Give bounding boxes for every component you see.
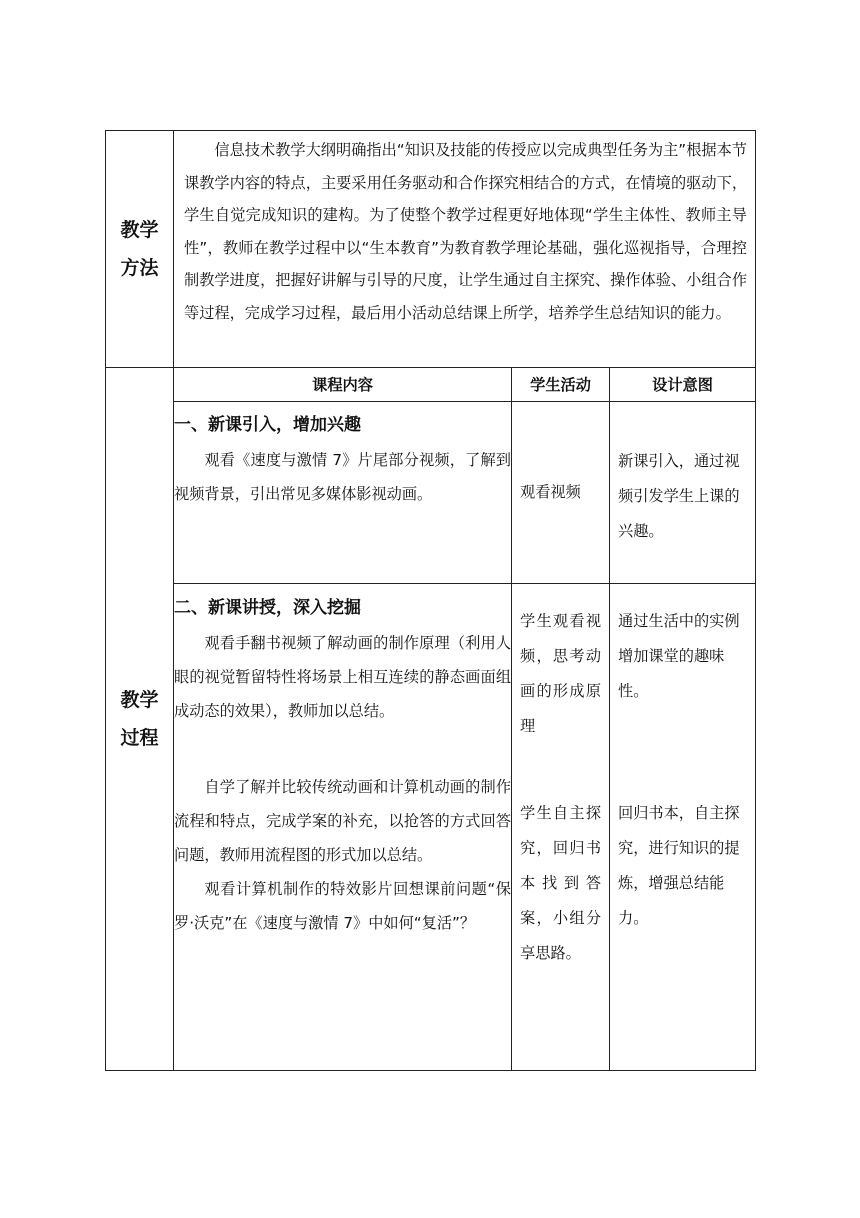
section1-intent: 新课引入，通过视频引发学生上课的兴趣。 xyxy=(618,452,740,540)
section2-content xyxy=(174,584,512,1071)
section2-intent2: 回归书本，自主探究，进行知识的提炼，增强总结能力。 xyxy=(618,804,740,927)
section1-content xyxy=(174,402,512,584)
process-label-line1: 教学 xyxy=(120,689,159,711)
method-content xyxy=(174,131,756,368)
section2-title: 二、新课讲授，深入挖掘 xyxy=(174,598,361,618)
section1-intent-cell xyxy=(610,402,756,584)
section2-intent1: 通过生活中的实例增加课堂的趣味性。 xyxy=(618,612,740,700)
section1-text: 观看《速度与激情 7》片尾部分视频，了解到视频背景，引出常见多媒体影视动画。 xyxy=(174,451,511,503)
section2-activity1: 学生观看视频，思考动画的形成原理 xyxy=(520,612,601,735)
section1-activity-cell xyxy=(512,402,610,584)
section1-title: 一、新课引入，增加兴趣 xyxy=(174,415,361,435)
section2-activity-cell xyxy=(512,584,610,1071)
section2-intent-cell xyxy=(610,584,756,1071)
method-label xyxy=(106,131,174,368)
lesson-plan-table xyxy=(105,130,756,1071)
method-text: 信息技术教学大纲明确指出“知识及技能的传授应以完成典型任务为主”根据本节课教学内容的特点，主要采用任务驱动和合作探究相结合的方式，在情境的驱动下，学生自觉完成知识的建构。为了使整个教学过程更好地体现“学生主体性、教师主导性”，教师在教学过程中以“生本教育”为教育教学理论基础，强化巡视指导，合理控制教学进度，把握好讲解与引导的尺度，让学生通过自主探究、操作体验、小组合作等过程，完成学习过程，最后用小活动总结课上所学，培养学生总结知识的能力。 xyxy=(184,141,747,322)
section2-row xyxy=(106,584,756,1071)
section2-activity2: 学生自主探究，回归书本找到答案，小组分享思路。 xyxy=(520,804,601,962)
method-row xyxy=(106,131,756,368)
section2-text1: 观看手翻书视频了解动画的制作原理（利用人眼的视觉暂留特性将场景上相互连续的静态画面组成动态的效果），教师加以总结。 xyxy=(174,634,511,720)
header-activity: 学生活动 xyxy=(512,368,610,402)
header-intent: 设计意图 xyxy=(610,368,756,402)
section2-text3: 观看计算机制作的特效影片回想课前问题“保罗·沃克”在《速度与激情 7》中如何“复活”？ xyxy=(174,880,511,932)
section2-text2: 自学了解并比较传统动画和计算机动画的制作流程和特点，完成学案的补充，以抢答的方式回答问题，教师用流程图的形式加以总结。 xyxy=(174,778,511,864)
method-label-line2: 方法 xyxy=(120,257,159,279)
process-header-row xyxy=(106,368,756,402)
section1-row xyxy=(106,402,756,584)
header-content: 课程内容 xyxy=(174,368,512,402)
section1-activity: 观看视频 xyxy=(520,483,581,501)
process-label xyxy=(106,368,174,1071)
process-label-line2: 过程 xyxy=(120,727,159,749)
method-label-line1: 教学 xyxy=(120,219,159,241)
